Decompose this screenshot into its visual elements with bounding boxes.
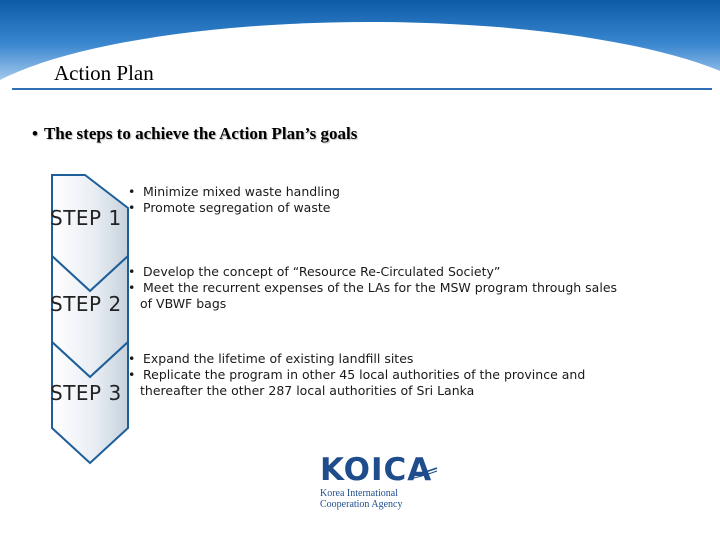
logo-wordmark: KOICA [320,452,433,488]
bullet-icon: • [128,184,136,199]
bullet-item: • Replicate the program in other 45 local authorities of the province and [128,367,586,382]
step-2-label: STEP 2 [50,292,122,316]
subtitle-text: The steps to achieve the Action Plan’s goals [43,124,358,143]
bullet-icon: • [128,351,136,366]
bullet-icon: • [128,200,136,215]
step-1-label: STEP 1 [50,206,122,230]
step-2-bullets [128,264,617,312]
logo-line-1: Korea International [320,488,399,499]
bullet-item: • Promote segregation of waste [128,200,331,215]
bullet-icon: • [32,124,38,143]
bullet-item: • Expand the lifetime of existing landfill sites [128,351,414,366]
bullet-continuation: of VBWF bags [140,296,227,311]
bullet-item: • Meet the recurrent expenses of the LAs for the MSW program through sales [128,280,618,295]
step-1-bullets [128,184,340,216]
logo-swoosh-icon [410,465,438,479]
bullet-icon: • [128,264,136,279]
logo-line-2: Cooperation Agency [320,499,403,510]
koica-logo [318,452,440,511]
bullet-item: • Develop the concept of “Resource Re-Circulated Society” [128,264,501,279]
bullet-icon: • [128,367,136,382]
step-3-bullets [128,351,585,399]
step-3-label: STEP 3 [50,381,122,405]
bullet-item: • Minimize mixed waste handling [128,184,340,199]
bullet-icon: • [128,280,136,295]
bullet-continuation: thereafter the other 287 local authorities of Sri Lanka [140,383,475,398]
slide-title: Action Plan [54,61,154,85]
